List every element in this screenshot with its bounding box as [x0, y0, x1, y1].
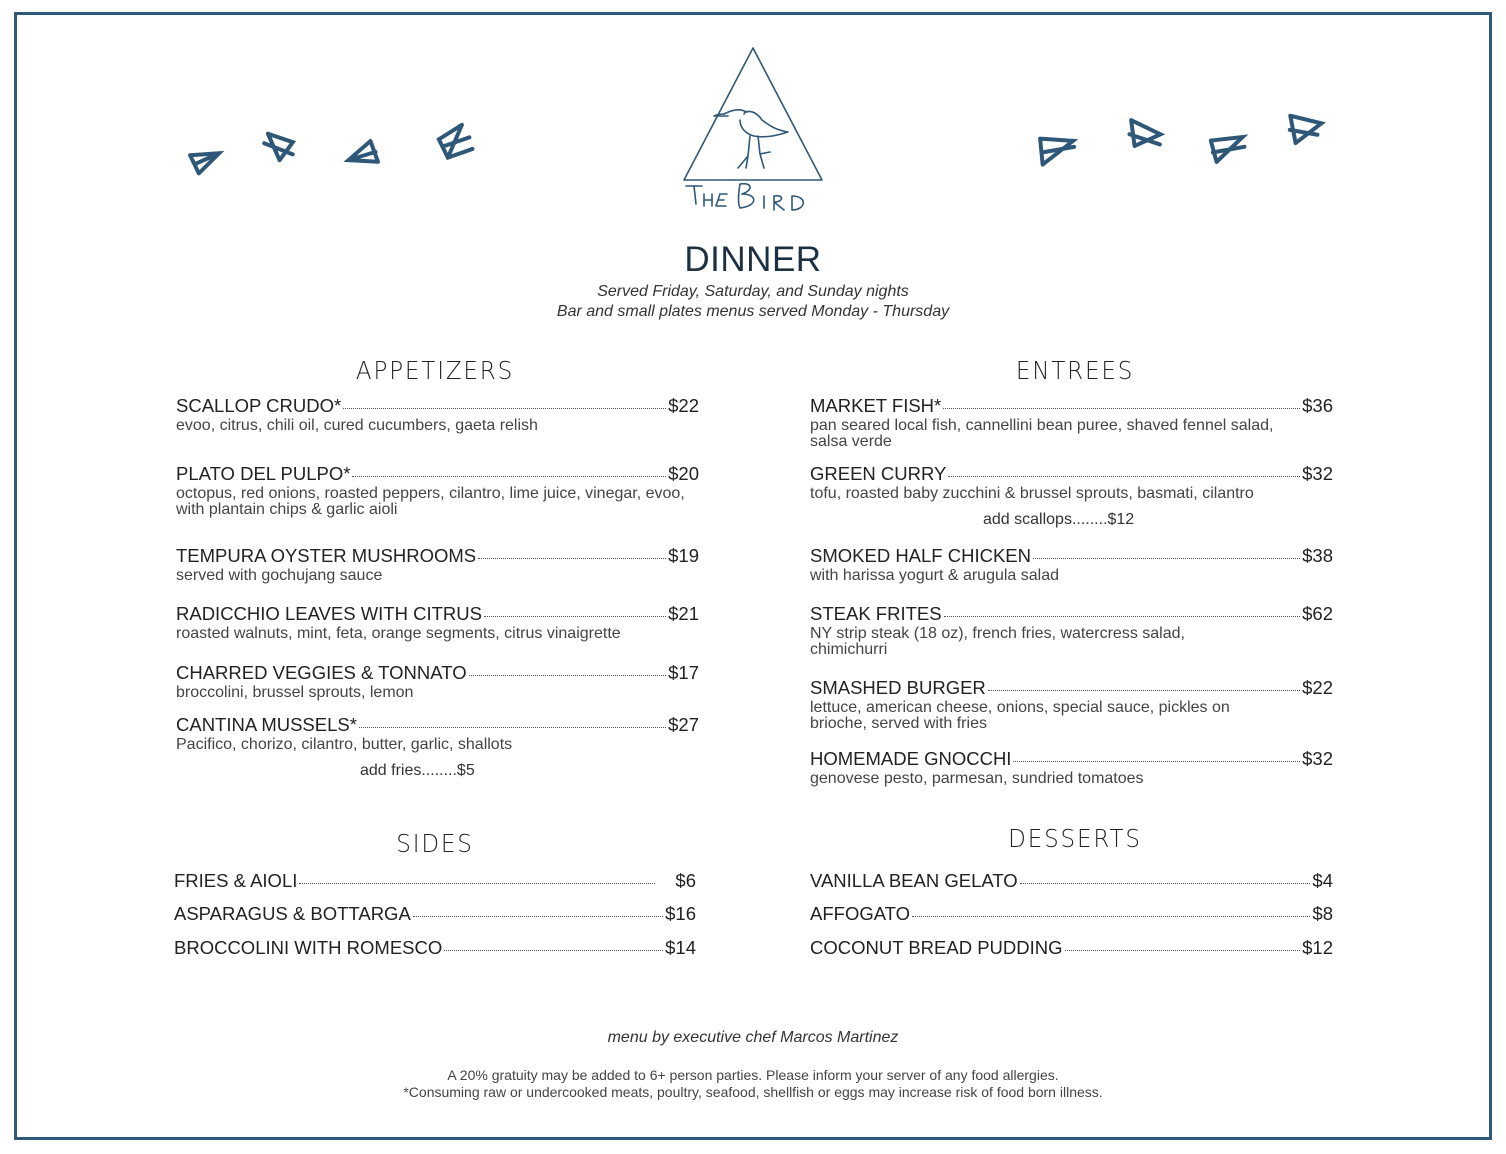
item-description: served with gochujang sauce — [176, 567, 383, 584]
item-price: $32 — [1302, 748, 1333, 769]
item-name: COCONUT BREAD PUDDING — [810, 937, 1063, 958]
menu-item — [810, 937, 1333, 959]
menu-item — [810, 603, 1333, 658]
menu-item — [174, 870, 696, 892]
menu-item — [176, 662, 699, 701]
item-name: PLATO DEL PULPO* — [176, 463, 351, 484]
item-name: AFFOGATO — [810, 903, 911, 924]
menu-item — [176, 603, 699, 642]
menu-item — [810, 903, 1333, 925]
item-description: evoo, citrus, chili oil, cured cucumbers, gaeta relish — [176, 417, 538, 434]
leader-dots — [469, 675, 667, 676]
menu-item — [174, 937, 696, 959]
item-price: $38 — [1302, 545, 1333, 566]
item-price: $12 — [1302, 937, 1333, 958]
item-price: $17 — [668, 662, 699, 683]
item-description: lettuce, american cheese, onions, special sauce, pickles on brioche, served with fries — [810, 699, 1230, 732]
leader-dots — [1020, 883, 1311, 884]
leader-dots — [352, 476, 666, 477]
bird-tracks-right-icon — [1028, 108, 1328, 172]
item-name: GREEN CURRY — [810, 463, 947, 484]
item-name: CHARRED VEGGIES & TONNATO — [176, 662, 467, 683]
menu-item — [810, 748, 1333, 787]
item-name: MARKET FISH* — [810, 395, 942, 416]
item-name: STEAK FRITES — [810, 603, 942, 624]
item-name: RADICCHIO LEAVES WITH CITRUS — [176, 603, 482, 624]
leader-dots — [478, 558, 666, 559]
item-name: ASPARAGUS & BOTTARGA — [174, 903, 411, 924]
item-price: $14 — [665, 937, 696, 958]
item-description: genovese pesto, parmesan, sundried tomatoes — [810, 770, 1144, 787]
add-fries-note: add fries........$5 — [360, 762, 475, 779]
item-price: $21 — [668, 603, 699, 624]
item-price: $32 — [1302, 463, 1333, 484]
leader-dots — [1033, 558, 1300, 559]
menu-item — [810, 463, 1333, 502]
gratuity-note: A 20% gratuity may be added to 6+ person parties. Please inform your server of any food allergies. — [447, 1067, 1059, 1083]
desserts-heading: DESSERTS — [1008, 824, 1142, 853]
menu-item — [176, 395, 699, 434]
item-name: SMOKED HALF CHICKEN — [810, 545, 1032, 566]
item-description: NY strip steak (18 oz), french fries, watercress salad, chimichurri — [810, 625, 1185, 658]
menu-item — [810, 870, 1333, 892]
leader-dots — [943, 408, 1300, 409]
item-price: $19 — [668, 545, 699, 566]
item-description: octopus, red onions, roasted peppers, cilantro, lime juice, vinegar, evoo, with plantain chips & garlic aioli — [176, 485, 685, 518]
chef-credit: menu by executive chef Marcos Martinez — [607, 1029, 899, 1046]
item-price: $62 — [1302, 603, 1333, 624]
leader-dots — [944, 616, 1301, 617]
item-price: $36 — [1302, 395, 1333, 416]
item-description: with harissa yogurt & arugula salad — [810, 567, 1060, 584]
leader-dots — [1013, 761, 1300, 762]
entrees-heading: ENTREES — [1015, 356, 1135, 385]
subtitle-days: Served Friday, Saturday, and Sunday nights — [597, 283, 909, 300]
leader-dots — [484, 616, 666, 617]
menu-item — [810, 677, 1333, 732]
leader-dots — [299, 883, 655, 884]
item-name: SCALLOP CRUDO* — [176, 395, 342, 416]
item-price: $8 — [1312, 903, 1333, 924]
food-safety-note: *Consuming raw or undercooked meats, poultry, seafood, shellfish or eggs may increase risk of food born illness. — [403, 1084, 1103, 1100]
menu-item — [810, 545, 1333, 584]
leader-dots — [988, 690, 1300, 691]
leader-dots — [359, 727, 666, 728]
menu-item — [810, 395, 1333, 450]
menu-item — [174, 903, 696, 925]
heron-in-triangle-icon — [680, 44, 826, 216]
leader-dots — [912, 916, 1310, 917]
appetizers-heading: APPETIZERS — [355, 356, 515, 385]
item-name: HOMEMADE GNOCCHI — [810, 748, 1012, 769]
item-description: broccolini, brussel sprouts, lemon — [176, 684, 414, 701]
leader-dots — [1065, 950, 1301, 951]
item-name: VANILLA BEAN GELATO — [810, 870, 1018, 891]
leader-dots — [343, 408, 666, 409]
sides-heading: SIDES — [396, 829, 474, 858]
item-name: FRIES & AIOLI — [174, 870, 298, 891]
item-price: $16 — [665, 903, 696, 924]
item-price: $20 — [668, 463, 699, 484]
menu-item — [176, 545, 699, 584]
item-name: TEMPURA OYSTER MUSHROOMS — [176, 545, 477, 566]
item-name: CANTINA MUSSELS* — [176, 714, 357, 735]
bird-tracks-left-icon — [180, 118, 480, 182]
leader-dots — [948, 476, 1300, 477]
leader-dots — [413, 916, 663, 917]
item-description: tofu, roasted baby zucchini & brussel sprouts, basmati, cilantro — [810, 485, 1254, 502]
item-price: $6 — [675, 870, 696, 891]
item-description: pan seared local fish, cannellini bean puree, shaved fennel salad, salsa verde — [810, 417, 1274, 450]
menu-item — [176, 714, 699, 753]
leader-dots — [444, 950, 663, 951]
item-price: $22 — [1302, 677, 1333, 698]
item-description: Pacifico, chorizo, cilantro, butter, garlic, shallots — [176, 736, 513, 753]
subtitle-bar: Bar and small plates menus served Monday - Thursday — [556, 303, 950, 320]
menu-item — [176, 463, 699, 518]
item-price: $22 — [668, 395, 699, 416]
add-scallops-note: add scallops........$12 — [983, 511, 1135, 528]
item-description: roasted walnuts, mint, feta, orange segments, citrus vinaigrette — [176, 625, 621, 642]
item-name: SMASHED BURGER — [810, 677, 986, 698]
page-title: DINNER — [684, 240, 822, 279]
item-price: $27 — [668, 714, 699, 735]
item-price: $4 — [1312, 870, 1333, 891]
item-name: BROCCOLINI WITH ROMESCO — [174, 937, 443, 958]
